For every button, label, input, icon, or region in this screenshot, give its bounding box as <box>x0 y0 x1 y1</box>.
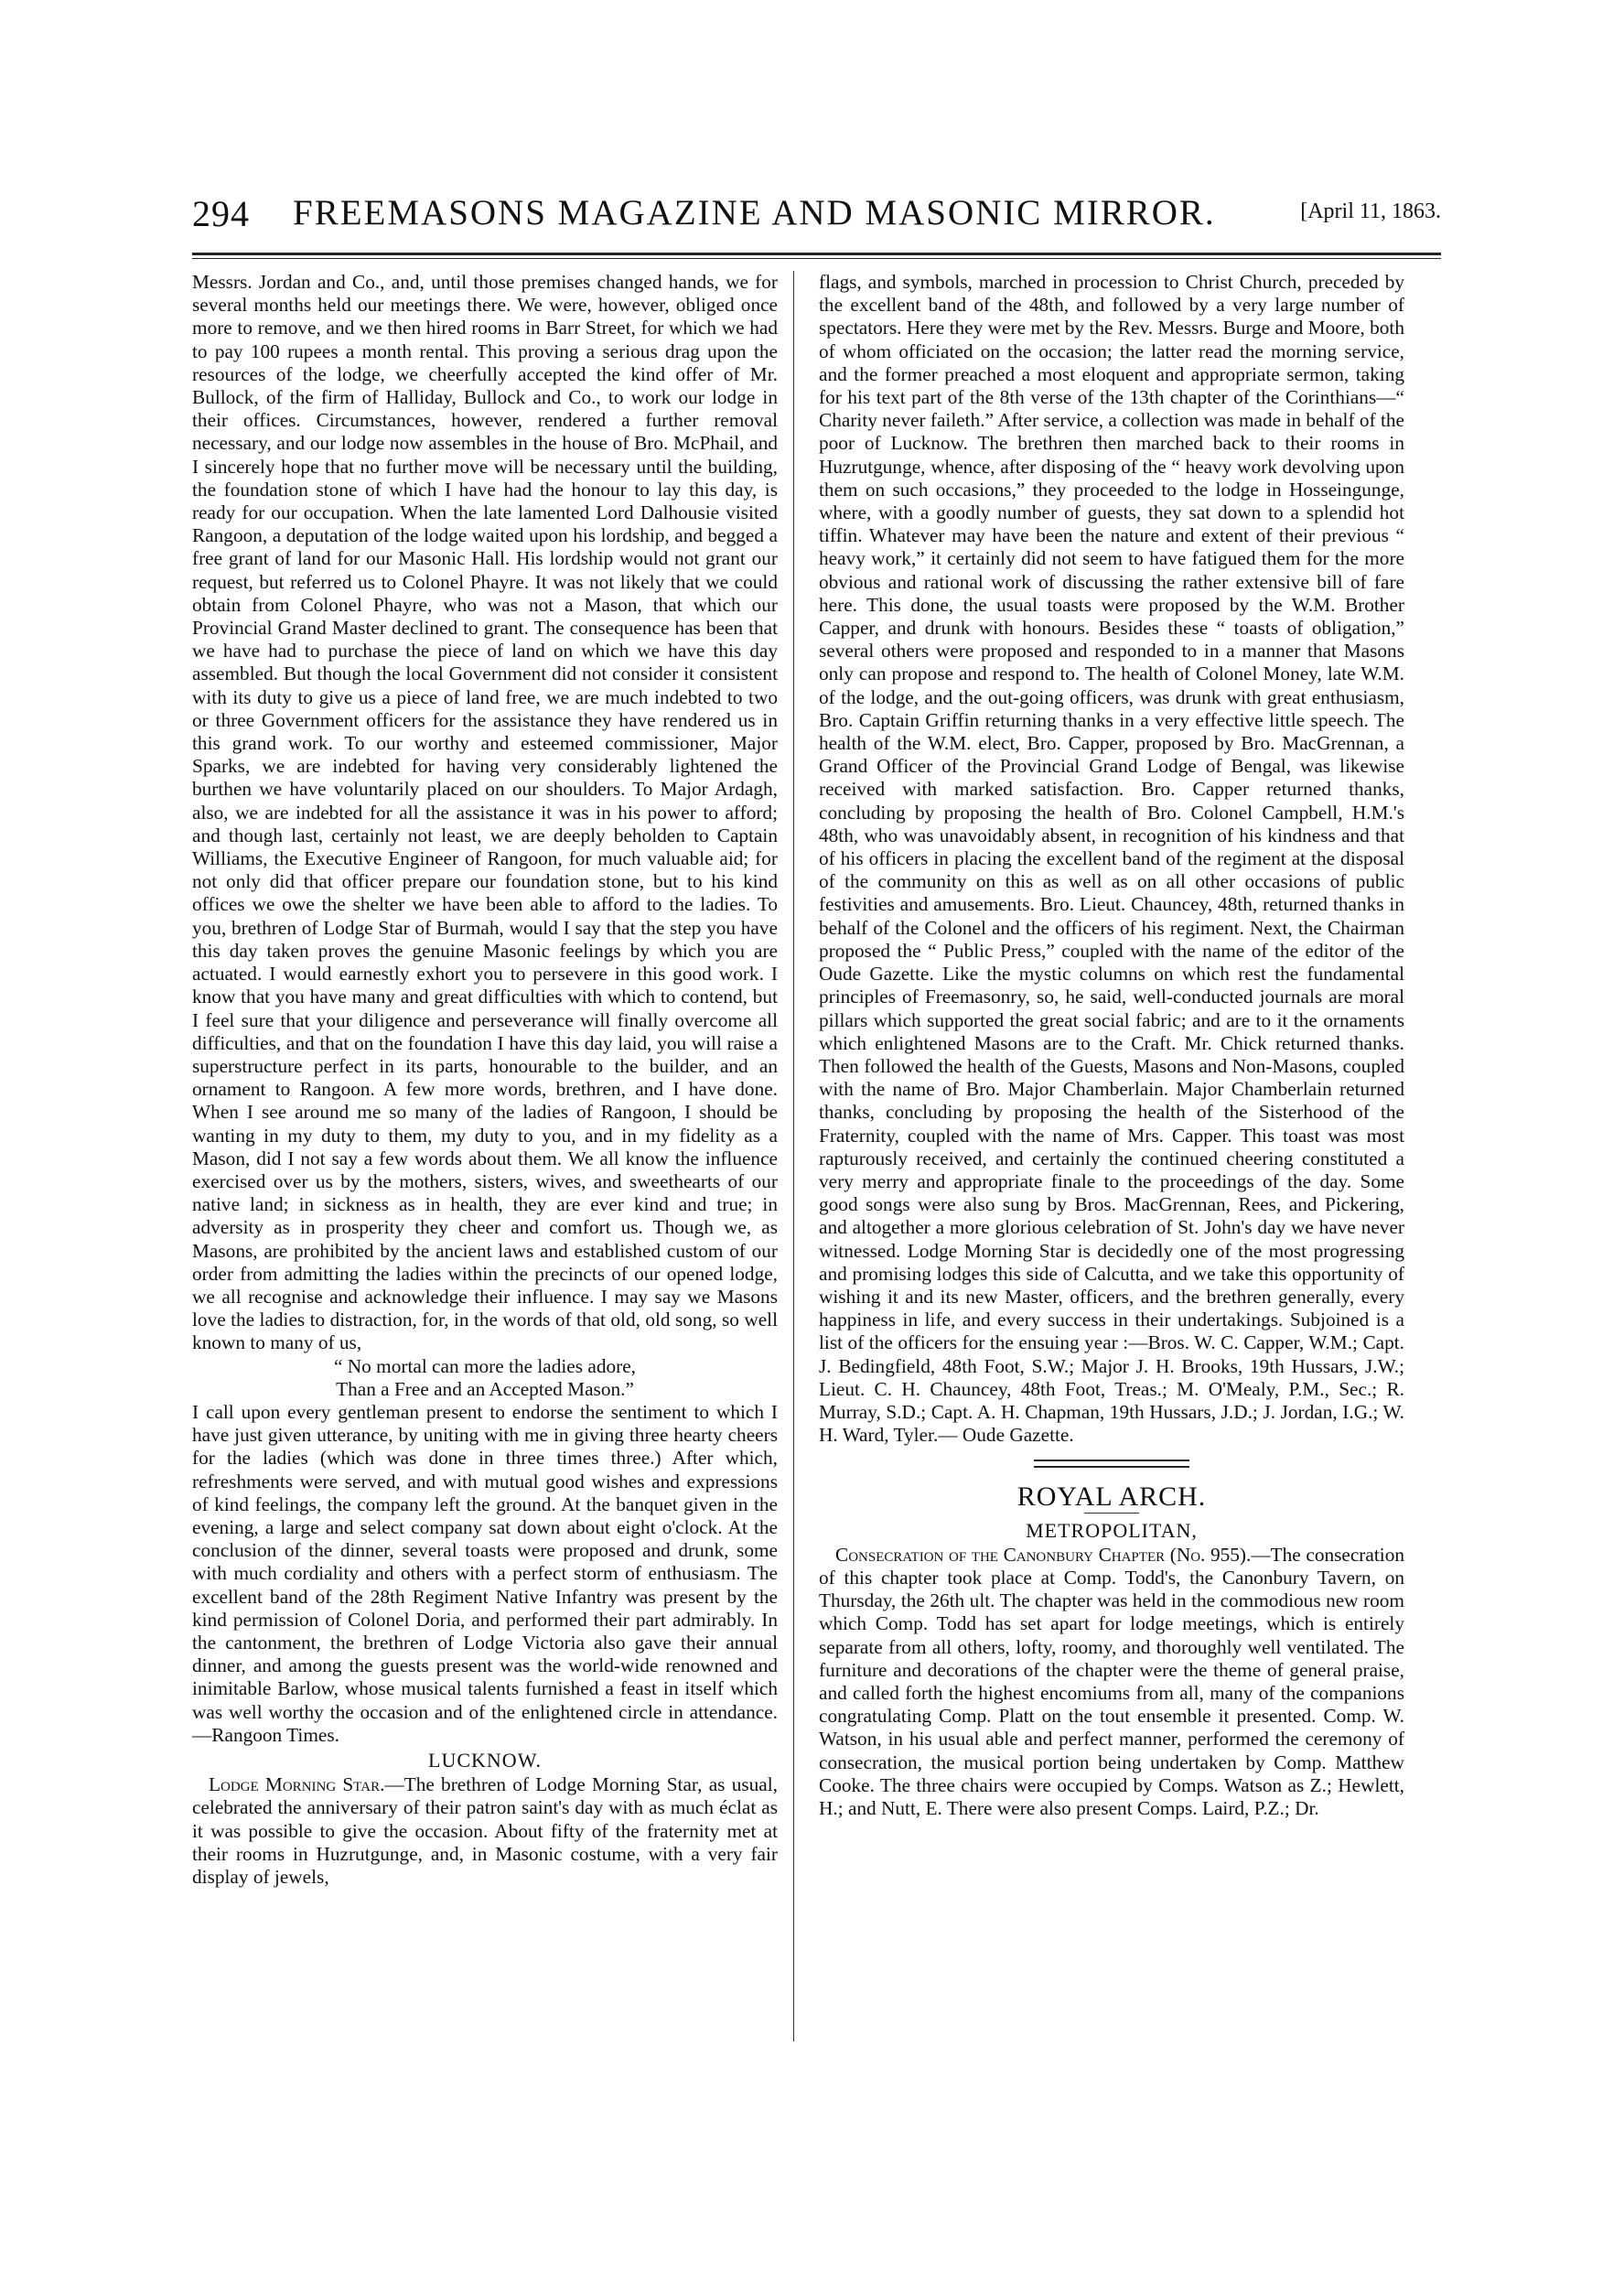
article-paragraph: I call upon every gentleman present to endorse the sentiment to which I have just given utterance, by uniting with me in giving three hearty cheers for the ladies (which was done in three times three.) After which, refreshments were served, and with mutual good wishes and expressions of kind feelings, the company left the ground. At the banquet given in the evening, a large and select company sat down about eight o'clock. At the conclusion of the dinner, several toasts were proposed and drunk, some with much cordiality and others with a perfect storm of enthusiasm. The excellent band of the 28th Regiment Native Infantry was present by the kind permission of Colonel Doria, and performed their part admirably. In the cantonment, the brethren of Lodge Victoria also gave their annual dinner, and among the guests present was the world-wide renowned and inimitable Barlow, whose musical talents furnished a feast in itself which was well worthy the occasion and of the enlightened circle in attendance.—Rangoon Times. <box>192 1400 778 1746</box>
page-header <box>192 192 1441 249</box>
section-divider <box>1034 1460 1189 1472</box>
article-paragraph: Messrs. Jordan and Co., and, until those premises changed hands, we for several months held our meetings there. We were, however, obliged once more to remove, and we then hired rooms in Barr Street, for which we had to pay 100 rupees a month rental. This proving a serious drag upon the resources of the lodge, we cheerfully accepted the kind offer of Mr. Bullock, of the firm of Halliday, Bullock and Co., to work our lodge in their offices. Circumstances, however, rendered a further removal necessary, and our lodge now assembles in the house of Bro. McPhail, and I sincerely hope that no further move will be necessary until the building, the foundation stone of which I have had the honour to lay this day, is ready for our occupation. When the late lamented Lord Dalhousie visited Rangoon, a deputation of the lodge waited upon his lordship, and begged a free grant of land for our Masonic Hall. His lordship would not grant our request, but referred us to Colonel Phayre. It was not likely that we could obtain from Colonel Phayre, who was not a Mason, that which our Provincial Grand Master declined to grant. The consequence has been that we have had to purchase the piece of land on which we have this day assembled. But though the local Government did not consider it consistent with its duty to give us a piece of land free, we are much indebted to two or three Government officers for the assistance they have rendered us in this grand work. To our worthy and esteemed commissioner, Major Sparks, we are indebted for having very considerably lightened the burthen we have voluntarily placed on our shoulders. To Major Ardagh, also, we are indebted for all the assistance it was in his power to afford; and though last, certainly not least, we are deeply beholden to Captain Williams, the Executive Engineer of Rangoon, for much valuable aid; for not only did that officer prepare our foundation stone, but to his kind offices we owe the shelter we have been able to afford to the ladies. To you, brethren of Lodge Star of Burmah, would I say that the step you have this day taken proves the genuine Masonic feelings by which you are actuated. I would earnestly exhort you to persevere in this good work. I know that you have many and great difficulties with which to contend, but I feel sure that your diligence and perseverance will finally overcome all difficulties, and that on the foundation I have this day laid, you will raise a superstructure perfect in its parts, honourable to the builder, and an ornament to Rangoon. A few more words, brethren, and I have done. When I see around me so many of the ladies of Rangoon, I should be wanting in my duty to them, my duty to you, and in my fidelity as a Mason, did I not say a few words about them. We all know the influence exercised over us by the mothers, sisters, wives, and sweethearts of our native land; in sickness as in health, they are ever kind and true; in adversity as in prosperity they cheer and comfort us. Though we, as Masons, are prohibited by the ancient laws and established custom of our order from admitting the ladies within the precincts of our opened lodge, we all recognise and acknowledge their influence. I may say we Masons love the ladies to distraction, for, in the words of that old, old song, so well known to many of us, <box>192 271 778 1354</box>
issue-date: [April 11, 1863. <box>1300 199 1441 223</box>
royal-arch-text: —The consecration of this chapter took place at Comp. Todd's, the Canonbury Tavern, on Thursday, the 26th ult. The chapter was held in the commodious new room which Comp. Todd has set apart for lodge meetings, which is entirely separate from all others, lofty, roomy, and thoroughly well ventilated. The furniture and decorations of the chapter were the theme of general praise, and called forth the highest encomiums from all, many of the companions congratulating Comp. Platt on the tout ensemble it presented. Comp. W. Watson, in his usual able and perfect manner, performed the ceremony of consecration, the musical portion being undertaken by Comp. Matthew Cooke. The three chairs were occupied by Comps. Watson as Z.; Hewlett, H.; and Nutt, E. There were also present Comps. Laird, P.Z.; Dr. <box>819 1543 1404 1819</box>
column-divider <box>793 271 794 2042</box>
chapter-lead: Consecration of the Canonbury Chapter (No. 955). <box>835 1543 1252 1566</box>
verse-line: Than a Free and an Accepted Mason.” <box>336 1377 634 1400</box>
lodge-lead: Lodge Morning Star. <box>209 1773 385 1796</box>
article-paragraph: flags, and symbols, marched in procession to Christ Church, preceded by the excellent band of the 48th, and followed by a very large number of spectators. Here they were met by the Rev. Messrs. Burge and Moore, both of whom officiated on the occasion; the latter read the morning service, and the former preached a most eloquent and appropriate sermon, taking for his text part of the 8th verse of the 13th chapter of the Corinthians—“ Charity never faileth.” After service, a collection was made in behalf of the poor of Lucknow. The brethren then marched back to their rooms in Huzrutgunge, whence, after disposing of the “ heavy work devolving upon them on such occasions,” they proceeded to the lodge in Hosseingunge, where, with a goodly number of guests, they sat down to a splendid hot tiffin. Whatever may have been the nature and extent of their previous “ heavy work,” it certainly did not seem to have fatigued them for the more obvious and rational work of discussing the rather extensive bill of fare here. This done, the usual toasts were proposed by the W.M. Brother Capper, and drunk with honours. Besides these “ toasts of obligation,” several others were proposed and responded to in a manner that Masons only can propose and respond to. The health of Colonel Money, late W.M. of the lodge, and the out-going officers, was drunk with great enthusiasm, Bro. Captain Griffin returning thanks in a very effective little speech. The health of the W.M. elect, Bro. Capper, proposed by Bro. MacGrennan, a Grand Officer of the Provincial Grand Lodge of Bengal, was likewise received with marked satisfaction. Bro. Capper returned thanks, concluding by proposing the health of Bro. Colonel Campbell, H.M.'s 48th, who was unavoidably absent, in recognition of his kindness and that of his officers in placing the excellent band of the regiment at the disposal of the community on this as well as on all other occasions of public festivities and amusements. Bro. Lieut. Chauncey, 48th, returned thanks in behalf of the Colonel and the officers of his regiment. Next, the Chairman proposed the “ Public Press,” coupled with the name of the editor of the Oude Gazette. Like the mystic columns on which rest the fundamental principles of Freemasonry, so, he said, well-conducted journals are moral pillars which supported the great social fabric; and are to it the ornaments which enlightened Masons are to the Craft. Mr. Chick returned thanks. Then followed the health of the Guests, Masons and Non-Masons, coupled with the name of Bro. Major Chamberlain. Major Chamberlain returned thanks, concluding by proposing the health of the Sisterhood of the Fraternity, coupled with the name of Mrs. Capper. This toast was most rapturously received, and certainly the continued cheering constituted a very merry and appropriate finale to the proceedings of the day. Some good songs were also sung by Bros. MacGrennan, Rees, and Pickering, and altogether a more glorious celebration of St. John's day we have never witnessed. Lodge Morning Star is decidedly one of the most progressing and promising lodges this side of Calcutta, and we take this opportunity of wishing it and its new Master, officers, and the brethren generally, every happiness in life, and every success in their undertakings. Subjoined is a list of the officers for the ensuing year :—Bros. W. C. Capper, W.M.; Capt. J. Bedingfield, 48th Foot, S.W.; Major J. H. Brooks, 19th Hussars, J.W.; Lieut. C. H. Chauncey, 48th Foot, Treas.; M. O'Mealy, P.M., Sec.; R. Murray, S.D.; Capt. A. H. Chapman, 19th Hussars, J.D.; J. Jordan, I.G.; W. H. Ward, Tyler.— Oude Gazette. <box>819 271 1404 1447</box>
section-title: ROYAL ARCH. <box>1016 1481 1207 1513</box>
lucknow-paragraph <box>192 1773 778 1889</box>
left-column <box>192 271 778 1889</box>
lucknow-text: —The brethren of Lodge Morning Star, as usual, celebrated the anniversary of their patron saint's day with as much éclat as it was possible to give the occasion. About fifty of the fraternity met at their rooms in Huzrutgunge, and, in Masonic costume, with a very fair display of jewels, <box>192 1773 778 1889</box>
header-rule <box>192 253 1441 255</box>
subsection-heading: METROPOLITAN, <box>1026 1518 1198 1542</box>
header-rule-thin <box>192 258 1441 259</box>
lucknow-heading: LUCKNOW. <box>428 1749 542 1772</box>
verse-line: “ No mortal can more the ladies adore, <box>334 1354 636 1377</box>
royal-arch-paragraph <box>819 1544 1404 1820</box>
page-number: 294 <box>192 193 250 234</box>
right-column <box>819 271 1404 1820</box>
section-title-rule <box>1084 1513 1139 1514</box>
magazine-title: FREEMASONS MAGAZINE AND MASONIC MIRROR. <box>293 193 1216 232</box>
